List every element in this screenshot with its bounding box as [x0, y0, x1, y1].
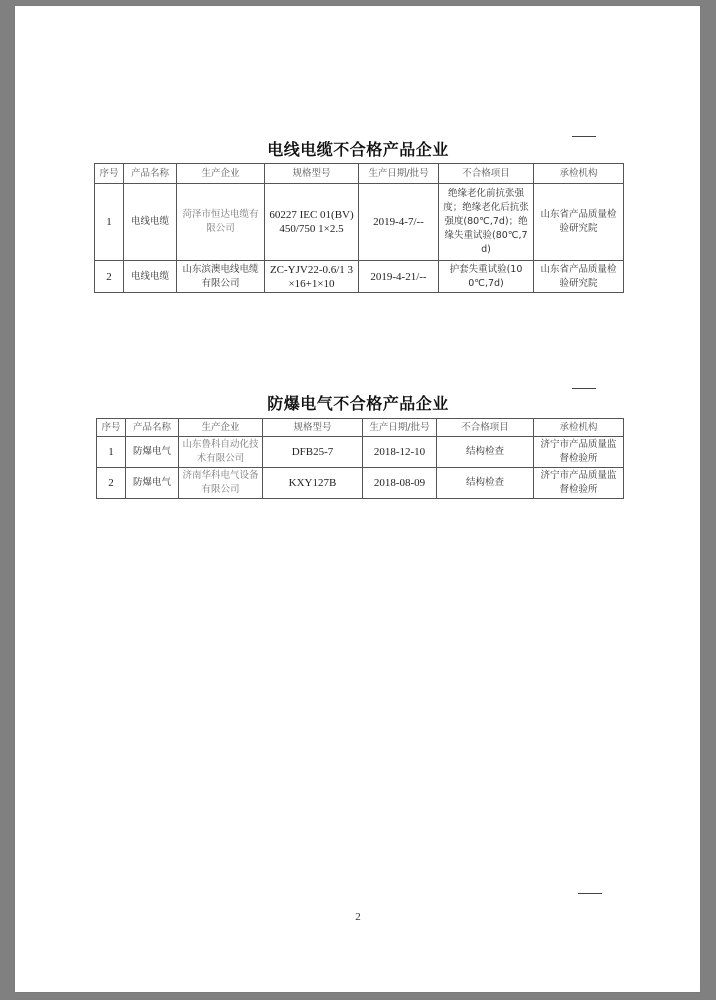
header-product: 产品名称 — [124, 164, 177, 184]
header-model: 规格型号 — [263, 419, 363, 437]
cell-model: 60227 IEC 01(BV) 450/750 1×2.5 — [265, 184, 359, 261]
cell-company: 菏泽市恒达电缆有限公司 — [177, 184, 265, 261]
cell-index: 1 — [97, 437, 126, 468]
cell-failed-items: 绝缘老化前抗张强度；绝缘老化后抗张强度(80℃,7d)；绝缘失重试验(80℃,7d) — [439, 184, 534, 261]
cable-failed-products-table — [94, 163, 624, 293]
header-failed-items: 不合格项目 — [437, 419, 534, 437]
cell-company: 山东滨澳电线电缆有限公司 — [177, 261, 265, 293]
header-inspector: 承检机构 — [534, 419, 624, 437]
table-row — [97, 468, 624, 499]
table-row — [97, 437, 624, 468]
cell-company: 济南华科电气设备有限公司 — [179, 468, 263, 499]
cell-product: 电线电缆 — [124, 261, 177, 293]
cell-date-batch: 2018-08-09 — [363, 468, 437, 499]
cell-inspector: 济宁市产品质量监督检验所 — [534, 437, 624, 468]
table-header-row — [95, 164, 624, 184]
cell-model: ZC-YJV22-0.6/1 3×16+1×10 — [265, 261, 359, 293]
header-product: 产品名称 — [126, 419, 179, 437]
header-company: 生产企业 — [179, 419, 263, 437]
header-inspector: 承检机构 — [534, 164, 624, 184]
header-date-batch: 生产日期/批号 — [359, 164, 439, 184]
header-model: 规格型号 — [265, 164, 359, 184]
cell-date-batch: 2018-12-10 — [363, 437, 437, 468]
table-title-explosion-proof: 防爆电气不合格产品企业 — [267, 394, 449, 413]
cell-inspector: 山东省产品质量检验研究院 — [534, 184, 624, 261]
cell-failed-items: 结构检查 — [437, 468, 534, 499]
cell-index: 2 — [95, 261, 124, 293]
margin-mark — [578, 893, 602, 894]
page-number: 2 — [355, 911, 361, 923]
cell-failed-items: 结构检查 — [437, 437, 534, 468]
header-index: 序号 — [95, 164, 124, 184]
header-company: 生产企业 — [177, 164, 265, 184]
header-failed-items: 不合格项目 — [439, 164, 534, 184]
table-header-row — [97, 419, 624, 437]
explosion-proof-failed-products-table — [96, 418, 624, 499]
cell-inspector: 济宁市产品质量监督检验所 — [534, 468, 624, 499]
cell-date-batch: 2019-4-21/-- — [359, 261, 439, 293]
table-title-cables: 电线电缆不合格产品企业 — [267, 140, 449, 159]
cell-failed-items: 护套失重试验(100℃,7d) — [439, 261, 534, 293]
cell-company: 山东鲁科自动化技术有限公司 — [179, 437, 263, 468]
table-row — [95, 261, 624, 293]
cell-index: 1 — [95, 184, 124, 261]
cell-product: 电线电缆 — [124, 184, 177, 261]
cell-inspector: 山东省产品质量检验研究院 — [534, 261, 624, 293]
cell-product: 防爆电气 — [126, 468, 179, 499]
header-index: 序号 — [97, 419, 126, 437]
cell-product: 防爆电气 — [126, 437, 179, 468]
margin-mark — [572, 388, 596, 389]
header-date-batch: 生产日期/批号 — [363, 419, 437, 437]
cell-model: KXY127B — [263, 468, 363, 499]
cell-index: 2 — [97, 468, 126, 499]
table-row — [95, 184, 624, 261]
cell-model: DFB25-7 — [263, 437, 363, 468]
cell-date-batch: 2019-4-7/-- — [359, 184, 439, 261]
